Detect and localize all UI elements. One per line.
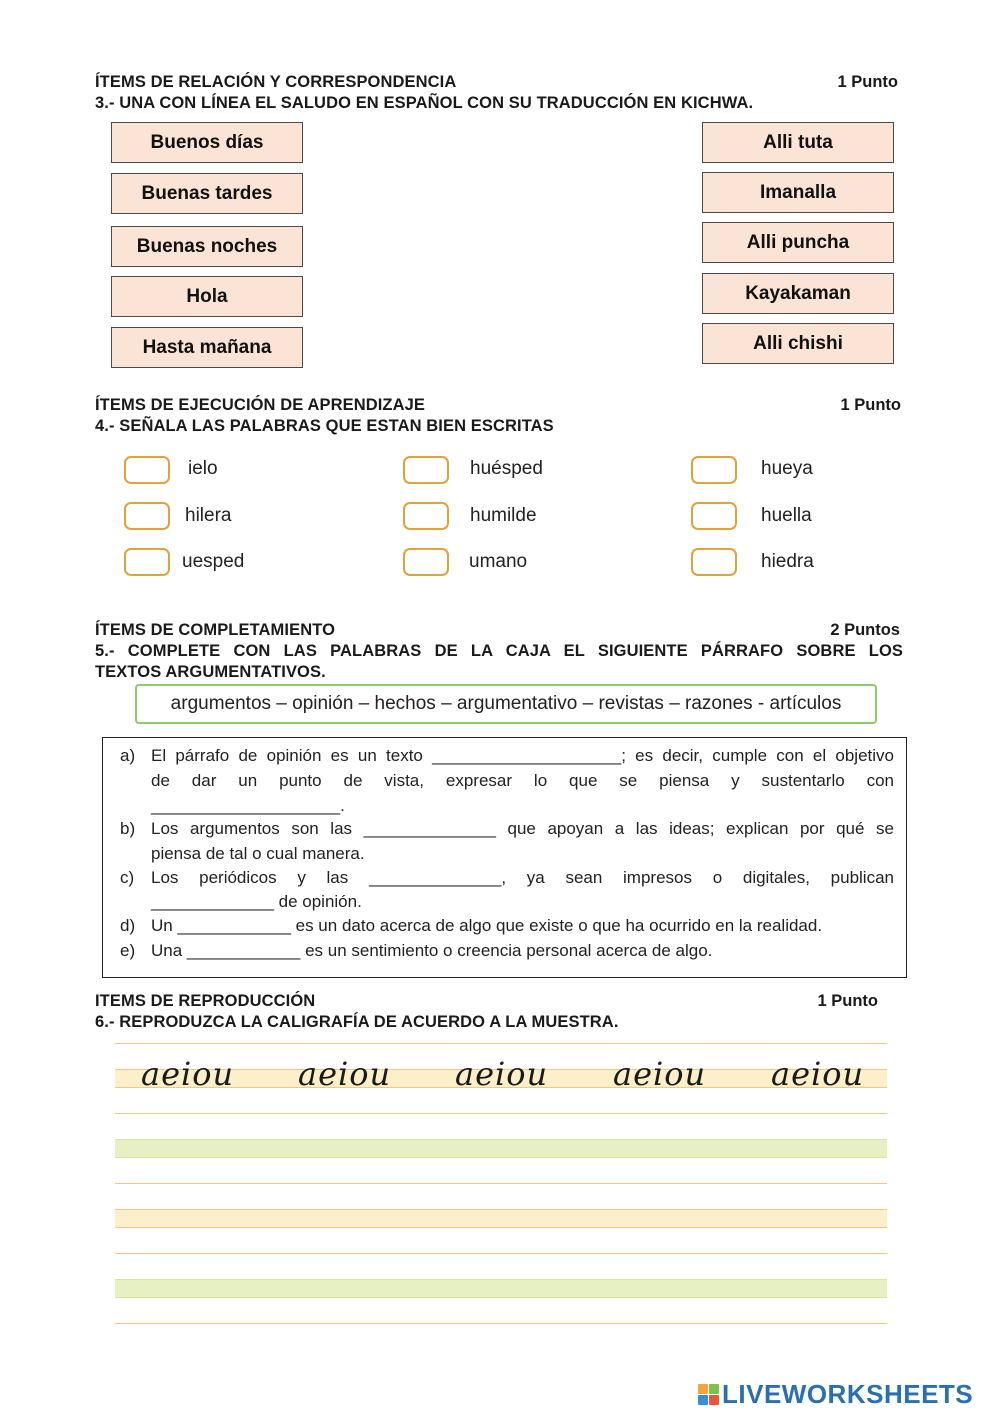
word-checkbox[interactable] [403, 456, 449, 484]
section6-heading: ITEMS DE REPRODUCCIÓN [95, 992, 316, 1010]
word-checkbox[interactable] [691, 548, 737, 576]
spanish-greeting-box[interactable]: Hasta mañana [111, 327, 303, 368]
item-label: d) [120, 916, 136, 935]
logo-tiles-icon [698, 1384, 719, 1405]
word-checkbox[interactable] [691, 456, 737, 484]
section4-instruction: 4.- SEÑALA LAS PALABRAS QUE ESTAN BIEN ESCRITAS [95, 417, 554, 435]
logo-text: LIVEWORKSHEETS [722, 1378, 974, 1409]
section3-instruction: 3.- UNA CON LÍNEA EL SALUDO EN ESPAÑOL CON SU TRADUCCIÓN EN KICHWA. [95, 94, 754, 112]
section6-instruction: 6.- REPRODUZCA LA CALIGRAFÍA DE ACUERDO A LA MUESTRA. [95, 1013, 619, 1031]
word-checkbox[interactable] [124, 502, 170, 530]
liveworksheets-logo[interactable] [698, 1378, 973, 1410]
word-checkbox[interactable] [403, 502, 449, 530]
word-bank: argumentos – opinión – hechos – argumentativo – revistas – razones - artículos [135, 684, 877, 724]
spanish-greeting-box[interactable]: Buenas noches [111, 226, 303, 267]
item-c-line1[interactable]: Los periódicos y las ______________, ya sean impresos o digitales, publican [151, 868, 894, 887]
word-option: umano [469, 551, 528, 572]
kichwa-greeting-box[interactable]: Alli puncha [702, 222, 894, 263]
spanish-greeting-box[interactable]: Buenos días [111, 122, 303, 163]
word-option: hueya [761, 458, 813, 479]
section5-heading: ÍTEMS DE COMPLETAMIENTO [95, 621, 336, 639]
word-checkbox[interactable] [403, 548, 449, 576]
word-option: hilera [185, 505, 232, 526]
item-a-line3[interactable]: ____________________. [151, 796, 345, 815]
kichwa-greeting-box[interactable]: Imanalla [702, 172, 894, 213]
kichwa-greeting-box[interactable]: Kayakaman [702, 273, 894, 314]
item-b-line1[interactable]: Los argumentos son las ______________ que apoyan a las ideas; explican por qué se [151, 819, 894, 838]
word-checkbox[interactable] [124, 548, 170, 576]
item-d-line1[interactable]: Un ____________ es un dato acerca de algo que existe o que ha ocurrido en la realidad. [151, 916, 823, 935]
item-label: b) [120, 819, 136, 838]
section3-heading: ÍTEMS DE RELACIÓN Y CORRESPONDENCIA [95, 73, 457, 91]
calligraphy-sample: aeiou [455, 1055, 549, 1093]
word-option: huésped [470, 458, 543, 479]
word-option: humilde [470, 505, 537, 526]
section5-instruction-line2: TEXTOS ARGUMENTATIVOS. [95, 663, 326, 681]
item-c-line2[interactable]: _____________ de opinión. [151, 892, 362, 911]
section4-heading: ÍTEMS DE EJECUCIÓN DE APRENDIZAJE [95, 396, 425, 414]
item-label: e) [120, 941, 136, 960]
word-option: ielo [188, 458, 218, 479]
word-checkbox[interactable] [124, 456, 170, 484]
section4-points: 1 Punto [840, 396, 901, 414]
calligraphy-sample: aeiou [771, 1055, 865, 1093]
kichwa-greeting-box[interactable]: Alli tuta [702, 122, 894, 163]
calligraphy-sample: aeiou [298, 1055, 392, 1093]
word-checkbox[interactable] [691, 502, 737, 530]
item-b-line2: piensa de tal o cual manera. [151, 844, 365, 863]
calligraphy-sample: aeiou [141, 1055, 235, 1093]
section6-points: 1 Punto [817, 992, 878, 1010]
kichwa-greeting-box[interactable]: Alli chishi [702, 323, 894, 364]
item-e-line1[interactable]: Una ____________ es un sentimiento o creencia personal acerca de algo. [151, 941, 713, 960]
word-option: uesped [182, 551, 245, 572]
item-a-line1[interactable]: El párrafo de opinión es un texto ____________________; es decir, cumple con el objetivo [151, 746, 894, 765]
section5-instruction-line1: 5.- COMPLETE CON LAS PALABRAS DE LA CAJA EL SIGUIENTE PÁRRAFO SOBRE LOS [95, 642, 903, 660]
item-a-line2: de dar un punto de vista, expresar lo que se piensa y sustentarlo con [151, 771, 894, 790]
item-label: a) [120, 746, 136, 765]
section5-points: 2 Puntos [830, 621, 900, 639]
section3-points: 1 Punto [837, 73, 898, 91]
spanish-greeting-box[interactable]: Buenas tardes [111, 173, 303, 214]
calligraphy-sample: aeiou [613, 1055, 707, 1093]
item-label: c) [120, 868, 135, 887]
word-option: hiedra [761, 551, 814, 572]
word-option: huella [761, 505, 812, 526]
spanish-greeting-box[interactable]: Hola [111, 276, 303, 317]
